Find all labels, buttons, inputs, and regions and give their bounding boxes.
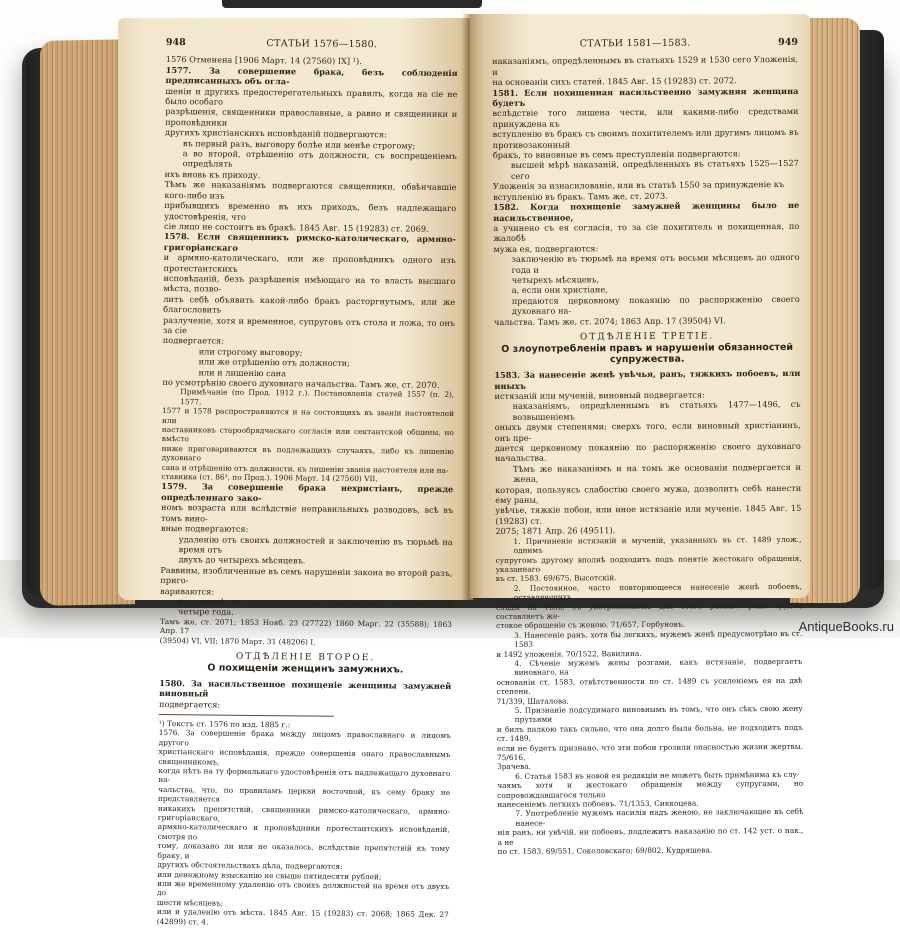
text-line: наставниковъ старообрядческаго согласія или сектантской общины, но вмѣсто — [161, 425, 454, 444]
text-line: двухъ до четырехъ мѣсяцевъ. — [178, 554, 306, 566]
text-line: ¹) Текстъ ст. 1576 по изд. 1885 г.: — [158, 718, 291, 730]
right-text-block-2 — [494, 368, 803, 856]
text-line: или строгому выговору; — [198, 346, 303, 358]
text-line: Примѣчаніе (по Прод. 1912 г.). Постановленія статей 1557 (п. 2), 1577, — [180, 387, 455, 407]
text-line: и 1492 уложенія. 70/1522, Вавилина. — [496, 648, 642, 659]
book-top-object — [222, 0, 482, 8]
text-line: разрѣшенія, священники православные, а равно и священники и проповѣдники — [165, 106, 458, 128]
text-line: 1. Причиненіе истязаній и мученій, указанныхъ въ ст. 1489 улож., однимъ — [513, 534, 802, 555]
text-line: армяно-католическаго и проповѣдники протестантскихъ исповѣданій, смотря по — [157, 822, 450, 842]
text-line: подвергается: — [162, 335, 225, 346]
text-line: по усмотрѣнію своего духовнаго начальства. Тамъ же, ст. 2070. — [162, 376, 440, 390]
page-number: 949 — [778, 36, 799, 49]
text-line: Раввины, изобличенные въ семъ нарушеніи закона во второй разъ, приго- — [160, 564, 453, 586]
text-line: нія ранъ, ни увѣчій, ни побоевъ, подлежитъ наказанію по ст. 142 уст. о нак., а не — [497, 826, 804, 847]
left-running-head — [166, 38, 458, 51]
right-text-block — [492, 54, 800, 327]
text-line: чальства, что, по правиламъ церкви восточной, къ сему браку не представляется — [157, 784, 451, 804]
text-line: ниже приговариваются въ подлежащихъ случаяхъ, либо къ лишенію духовнаго — [161, 443, 454, 463]
text-line: вариваются: — [160, 585, 215, 597]
text-line: чальства. Тамъ же, ст. 2074; 1863 Апр. 17 (39504) VI. — [493, 314, 726, 327]
text-line: 1577. За совершение брака, безъ соблюденія предписанныхъ объ огла- — [165, 64, 458, 87]
text-line: Зрачева. — [497, 762, 532, 772]
text-line: предаются церковному покаянію по распоряженію своего духовнаго на- — [511, 293, 800, 317]
text-line: слѣды на тѣлѣ, съ употребленіемъ для этого разнаго рода орудій, составляетъ же- — [495, 600, 802, 621]
text-line: по ст. 1583. 69/551, Соколовскаго; 69/802, Кудряшева. — [497, 845, 713, 857]
text-line: литъ себѣ объявить какой-либо бракъ расторгнутымъ, или же благословить — [163, 293, 456, 315]
text-line: четырехъ мѣсяцевъ, — [511, 274, 600, 285]
text-line: 1580. За насильственное похищеніе женщины замужней виновный — [159, 677, 452, 699]
text-line: 1577 и 1578 распространяются и на состоящихъ въ званіи настоятелей или — [161, 406, 455, 425]
text-line: удаленію отъ своихъ должностей и заключенію въ тюрьмѣ на время отъ — [178, 533, 453, 555]
text-line: 7. Употребленіе мужемъ насилія надъ женою, не заключающее въ себѣ нанесе- — [515, 807, 804, 828]
footnotes — [157, 719, 451, 929]
text-line: 1581. Если похищенная насильственно замужняя женщина будетъ — [492, 85, 799, 109]
left-text-block-2 — [159, 678, 451, 712]
text-line: Тѣмъ же наказаніямъ подвергаются священники, обвѣнчавшіе кого-либо изъ — [164, 179, 457, 201]
text-line: или и лишенію сана — [198, 366, 287, 378]
section-title: О злоупотребленіи правъ и нарушеніи обязанностей супружества. — [501, 342, 794, 365]
section-label: ОТДѢЛЕНІЕ ТРЕТІЕ. — [579, 331, 715, 343]
text-line: и билъ палкою такъ сильно, что она долго была больна, не подходитъ подъ ст. 1489, — [496, 722, 803, 744]
left-page-content — [157, 38, 458, 929]
text-line: шеніи и другихъ предостерегательныхъ правилъ, когда на сіе не было особаго — [165, 85, 458, 107]
text-line: 4. Сѣченіе мужемъ жены розгами, какъ истязаніе, подвергаетъ виновнаго, на — [514, 656, 803, 678]
running-head-title: СТАТЬИ 1581—1583. — [579, 37, 691, 50]
text-line: вные подвергаются: — [160, 523, 249, 534]
text-line: 1579. За совершеніе брака нехристіанъ, прежде опредѣленнаго зако- — [161, 481, 454, 503]
text-line: стокое обращеніе съ женою. 71/657, Горбуновъ. — [496, 620, 685, 631]
text-line: если не будетъ признано, что эти побои грозили опасностью жизни жертвы. 75/616, — [496, 741, 803, 763]
text-line: истязаній или мученій, виновный подвергается: — [494, 389, 705, 401]
text-line: ихъ вновь къ приходу. — [164, 168, 261, 180]
text-line: а, если они христіане, — [511, 284, 608, 296]
text-line: основаніи ст. 1583, отвѣтственности по ст. 1489 съ усиленіемъ ея на двѣ степени. — [496, 675, 803, 697]
text-line: ставника (ст. 86³, по Прод.). 1906 Март. 14 (27560) VII. — [161, 472, 378, 484]
text-line: заключенію въ тюрьмѣ на время отъ восьми мѣсяцевъ до одного года и — [511, 251, 800, 275]
text-line: 6. Статья 1583 въ новой ея редакціи не можетъ быть примѣнима къ слу- — [515, 769, 800, 781]
text-line: 5. Признаніе подсудимаго виновнымъ въ томъ, что онъ сѣкъ свою жену прутьями — [514, 703, 803, 725]
text-line: (39504) VI, VII; 1870 Март. 31 (48206) I. — [159, 635, 316, 647]
text-line: 1578. Если священникъ римско-католическаго, армяно-григоріанскаго — [163, 231, 456, 253]
text-line: или же временному удаленію отъ своихъ должностей на время отъ двухъ до — [157, 878, 450, 898]
text-line: 2075; 1871 Апр. 26 (49511). — [495, 525, 616, 537]
text-line: 2. Постоянное, часто повторяющееся нанесеніе женѣ побоевъ, оставляющихъ — [513, 581, 802, 602]
text-line: Тѣмъ же наказаніямъ и на томъ же основаніи подвергается и жена, — [512, 461, 802, 485]
text-line: въ первый разъ, выговору болѣе или менѣе строгому; — [182, 137, 416, 151]
text-line: 1582. Когда похищеніе замужней женщины было не насильственное, — [493, 199, 800, 223]
text-line: высшей мѣрѣ наказаній, опредѣленныхъ въ статьяхъ 1525—1527 сего — [510, 158, 799, 181]
text-line: другихъ христіанскихъ исповѣданій подвергаются: — [164, 127, 387, 140]
text-line: исповѣданій, безъ разрѣшенія имѣющаго на то власть высшаго мѣста, позво- — [163, 272, 456, 294]
text-line: въ ст. 1583. 69/675, Высотскій. — [495, 573, 617, 584]
text-line: мужа ея, подвергаются: — [493, 242, 599, 254]
text-line: христіанскаго исповѣданія, прежде совершенія онаго православнымъ священникомъ, — [158, 747, 451, 767]
text-line: наказаніямъ, опредѣленнымъ въ статьяхъ 1477—1496, съ возвышеніемъ — [512, 399, 801, 422]
text-line: или же отрѣшенію отъ должности; — [198, 356, 350, 369]
text-line: бракъ, то виновные въ семъ преступленіи подвергаются: — [492, 148, 741, 161]
text-line: сана и отрѣшенію отъ должности, къ лишенію званія настоятеля или на- — [161, 462, 449, 475]
text-line: 1576 Отменена [1906 Март. 14 (27560) IX] ¹). — [165, 54, 362, 67]
left-page — [118, 18, 473, 927]
text-line: вступленію въ бракъ съ своимъ похитителемъ или другимъ лицомъ въ противозаконный — [492, 127, 799, 150]
text-line: а во второй, отрѣшенію отъ должности, съ воспрещеніемъ опредѣлять — [182, 148, 457, 170]
text-line: разлученіе, хотя и временное, супруговъ отъ стола и ложа, то онъ за сіе — [162, 314, 456, 336]
text-line: Тамъ же, ст. 2071; 1853 Нояб. 23 (27722) 1860 Марг. 22 (35588); 1863 Апр. 17 — [159, 616, 452, 636]
text-line: на основаніи сихъ статей. 1845 Авг. 15 (19283) ст. 2072. — [492, 75, 737, 88]
text-line: которая, пользуясь слабостію своего мужа, дозволитъ себѣ нанести ему раны, — [495, 482, 802, 506]
right-page-content — [492, 38, 804, 857]
text-line: прибывшихъ временно въ ихъ приходъ, безъ надлежащаго удостовѣренія, что — [164, 200, 457, 222]
section-title: О похищеніи женщинъ замужнихъ. — [207, 662, 404, 676]
text-line: шести мѣсяцевъ; — [156, 897, 224, 908]
section-label: ОТДѢЛЕНІЕ ВТОРОЕ. — [235, 651, 376, 664]
text-line: 1576. За совершеніе брака между лицомъ православнаго и лицомъ другого — [158, 728, 451, 748]
text-line: 71/339, Шаталова. — [496, 696, 569, 706]
text-line: 1583. За нанесеніе женѣ увѣчья, ранъ, тяжкихъ побоевъ, или иныхъ — [494, 368, 801, 391]
footnote-rule — [159, 714, 334, 717]
text-line: къ отдачѣ въ исправительныя арестантскія отдѣленія на четыре года. — [177, 596, 453, 618]
text-line: другихъ обстоятельствахъ дѣла, подвергаются: — [157, 860, 343, 871]
text-line: вступленію въ бракъ. Тамъ же, ст. 2073. — [493, 190, 668, 202]
left-text-block — [160, 54, 458, 648]
right-running-head — [492, 38, 798, 51]
text-line: супругомъ другому вполнѣ подходитъ подъ понятіе жестокаго обращенія, указаннаго — [495, 553, 802, 574]
text-line: 3. Нанесеніе ранъ, хотя бы легкихъ, мужемъ женѣ предусмотрѣно въ ст. 1583 — [514, 628, 803, 650]
text-line: оныхъ двумя степенями; сверхъ того, если виновный христіанинъ, онъ пре- — [494, 420, 801, 443]
text-line: увѣчье, тяжкіе побои, или иное истязаніе или мученіе. 1845 Авг. 15 (19283) ст. — [495, 503, 802, 526]
text-line: или денежному взысканію не свыше пятидесяти рублей; — [157, 869, 382, 881]
text-line: а учинено съ ея согласія, то за сіе похититель и похищенная, по жалобѣ — [493, 220, 800, 244]
running-head-title: СТАТЬИ 1576—1580. — [266, 38, 378, 51]
text-line: или и удаленію отъ мѣста. 1845 Авг. 15 (19283) ст. 2068; 1865 Дек. 27 (42899) ст. 4. — [156, 907, 449, 927]
watermark: AntiqueBooks.ru — [798, 619, 894, 634]
text-line: Уложенія за изнасилованіе, или въ статьѣ 1550 за принужденіе къ — [492, 179, 785, 192]
text-line: сіе лицо не состоитъ въ бракѣ. 1845 Авг. 15 (19283) ст. 2069. — [163, 220, 429, 234]
right-page — [470, 14, 810, 857]
text-line: и армяно-католическаго, или же проповѣдникъ одного изъ протестантскихъ — [163, 252, 456, 274]
text-line: номъ возраста или вслѣдствіе неправильныхъ разводовъ, всѣ въ томъ вино- — [160, 502, 454, 524]
text-line: наказаніямъ, опредѣленнымъ въ статьяхъ 1529 и 1530 сего Уложенія, и — [492, 54, 799, 77]
text-line: когда нѣтъ на ту формальнаго удостовѣренія отъ надлежащаго духовнаго на- — [158, 765, 451, 785]
text-line: никакихъ препятствій, священники римско-католическаго, армяно-григоріанскаго, — [157, 803, 450, 823]
text-line: подвергается: — [158, 698, 221, 710]
page-number: 948 — [165, 37, 186, 49]
text-line: дается церковному покаянію по распоряженію своего духовнаго начальства. — [494, 440, 801, 464]
text-line: чаямъ хотя и жестокаго обращенія между супругами, но сопровождавшагося только — [497, 779, 804, 800]
text-line: тому, доказано ли или не оказалось, вслѣдствіе препятствій къ тому браку, и — [157, 841, 450, 860]
text-line: вслѣдствіе того лишена чести, или какими-либо средствами принуждена къ — [492, 106, 799, 129]
text-line: нанесеніемъ легкихъ побоевъ. 71/1353, Сиккоцева. — [497, 798, 699, 810]
